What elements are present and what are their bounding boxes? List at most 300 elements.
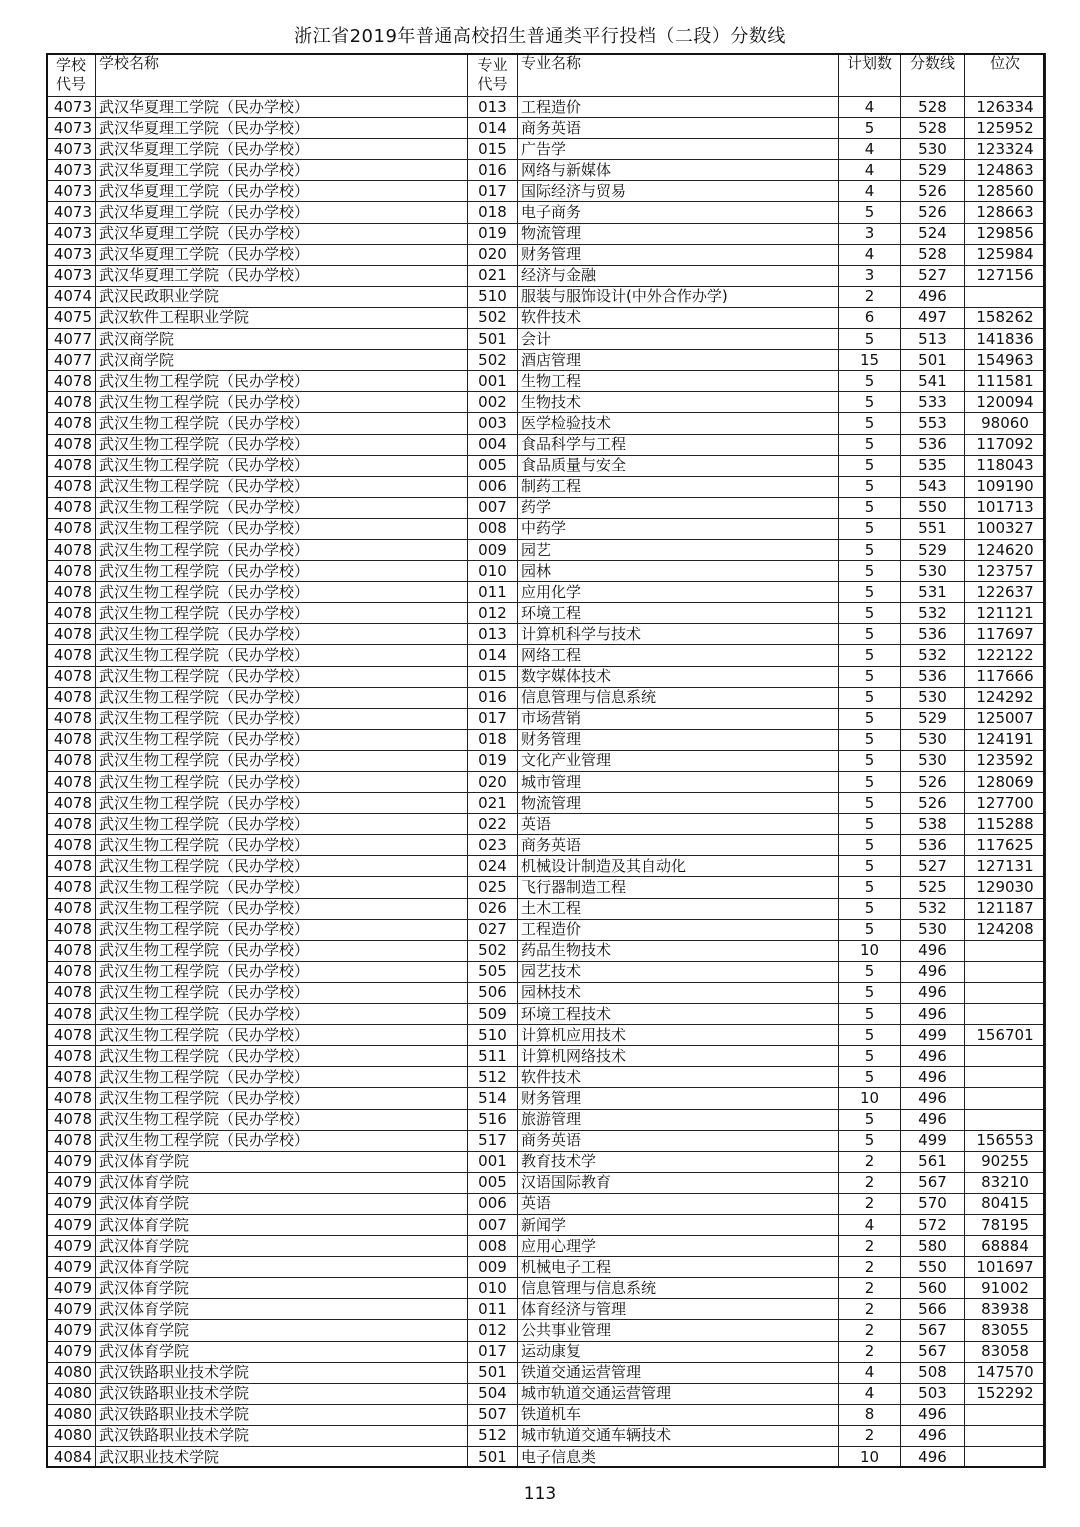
plan-count-cell: 5 — [839, 518, 901, 539]
rank-cell — [965, 1447, 1046, 1468]
rank-cell — [965, 1046, 1046, 1067]
major-name-cell: 食品科学与工程 — [518, 434, 839, 455]
major-name-cell: 电子信息类 — [518, 1447, 839, 1468]
score-line-cell: 531 — [901, 582, 965, 603]
school-code-cell: 4078 — [47, 434, 96, 455]
score-line-cell: 560 — [901, 1278, 965, 1299]
plan-count-cell: 5 — [839, 835, 901, 856]
major-code-cell: 011 — [468, 1299, 518, 1320]
score-line-cell: 572 — [901, 1214, 965, 1235]
score-line-cell: 532 — [901, 645, 965, 666]
rank-cell: 152292 — [965, 1383, 1046, 1404]
major-name-cell: 中药学 — [518, 518, 839, 539]
school-code-cell: 4078 — [47, 582, 96, 603]
score-line-cell: 532 — [901, 603, 965, 624]
rank-cell: 100327 — [965, 518, 1046, 539]
rank-cell: 125007 — [965, 708, 1046, 729]
score-line-cell: 528 — [901, 118, 965, 139]
table-row — [47, 1320, 1046, 1341]
plan-count-cell: 5 — [839, 919, 901, 940]
major-code-cell: 014 — [468, 118, 518, 139]
school-name-cell: 武汉华夏理工学院（民办学校） — [96, 202, 468, 223]
major-code-cell: 501 — [468, 329, 518, 350]
major-code-cell: 509 — [468, 1004, 518, 1025]
major-name-cell: 服装与服饰设计(中外合作办学) — [518, 286, 839, 307]
score-line-cell: 536 — [901, 666, 965, 687]
score-line-cell: 528 — [901, 244, 965, 265]
table-row — [47, 1404, 1046, 1425]
plan-count-cell: 5 — [839, 118, 901, 139]
rank-cell: 128663 — [965, 202, 1046, 223]
school-code-cell: 4078 — [47, 371, 96, 392]
major-name-cell: 商务英语 — [518, 835, 839, 856]
major-code-cell: 015 — [468, 666, 518, 687]
major-name-cell: 教育技术学 — [518, 1151, 839, 1172]
score-line-cell: 530 — [901, 919, 965, 940]
school-name-cell: 武汉生物工程学院（民办学校） — [96, 814, 468, 835]
header-major-code: 专业代号 — [468, 54, 518, 97]
table-row — [47, 624, 1046, 645]
table-row — [47, 729, 1046, 750]
plan-count-cell: 5 — [839, 1067, 901, 1088]
rank-cell: 117697 — [965, 624, 1046, 645]
school-name-cell: 武汉生物工程学院（民办学校） — [96, 708, 468, 729]
table-row — [47, 1088, 1046, 1109]
school-code-cell: 4078 — [47, 539, 96, 560]
plan-count-cell: 5 — [839, 371, 901, 392]
school-code-cell: 4078 — [47, 1109, 96, 1130]
school-code-cell: 4078 — [47, 835, 96, 856]
school-name-cell: 武汉华夏理工学院（民办学校） — [96, 97, 468, 118]
plan-count-cell: 5 — [839, 898, 901, 919]
school-name-cell: 武汉生物工程学院（民办学校） — [96, 793, 468, 814]
plan-count-cell: 5 — [839, 856, 901, 877]
score-line-cell: 543 — [901, 476, 965, 497]
score-line-cell: 496 — [901, 1067, 965, 1088]
school-code-cell: 4078 — [47, 982, 96, 1003]
school-name-cell: 武汉生物工程学院（民办学校） — [96, 1088, 468, 1109]
plan-count-cell: 5 — [839, 814, 901, 835]
plan-count-cell: 5 — [839, 1004, 901, 1025]
score-line-cell: 496 — [901, 1447, 965, 1468]
plan-count-cell: 5 — [839, 497, 901, 518]
major-code-cell: 016 — [468, 687, 518, 708]
major-name-cell: 经济与金融 — [518, 265, 839, 286]
major-name-cell: 生物技术 — [518, 392, 839, 413]
plan-count-cell: 4 — [839, 244, 901, 265]
school-code-cell: 4080 — [47, 1404, 96, 1425]
rank-cell — [965, 1088, 1046, 1109]
major-name-cell: 药品生物技术 — [518, 940, 839, 961]
score-line-cell: 524 — [901, 223, 965, 244]
score-line-cell: 526 — [901, 772, 965, 793]
major-code-cell: 021 — [468, 265, 518, 286]
major-code-cell: 012 — [468, 1320, 518, 1341]
score-line-cell: 526 — [901, 181, 965, 202]
school-code-cell: 4079 — [47, 1320, 96, 1341]
school-code-cell: 4078 — [47, 877, 96, 898]
major-name-cell: 广告学 — [518, 139, 839, 160]
table-row — [47, 940, 1046, 961]
table-row — [47, 919, 1046, 940]
score-line-cell: 553 — [901, 413, 965, 434]
school-code-cell: 4074 — [47, 286, 96, 307]
major-code-cell: 507 — [468, 1404, 518, 1425]
plan-count-cell: 5 — [839, 539, 901, 560]
major-code-cell: 501 — [468, 1447, 518, 1468]
plan-count-cell: 5 — [839, 1130, 901, 1151]
major-code-cell: 007 — [468, 497, 518, 518]
score-line-cell: 527 — [901, 856, 965, 877]
score-line-cell: 536 — [901, 835, 965, 856]
table-row — [47, 118, 1046, 139]
score-line-cell: 567 — [901, 1172, 965, 1193]
school-code-cell: 4078 — [47, 645, 96, 666]
major-name-cell: 酒店管理 — [518, 350, 839, 371]
score-line-cell: 530 — [901, 139, 965, 160]
major-name-cell: 国际经济与贸易 — [518, 181, 839, 202]
major-name-cell: 商务英语 — [518, 1130, 839, 1151]
school-code-cell: 4078 — [47, 413, 96, 434]
major-code-cell: 009 — [468, 1257, 518, 1278]
rank-cell: 98060 — [965, 413, 1046, 434]
school-name-cell: 武汉生物工程学院（民办学校） — [96, 539, 468, 560]
school-name-cell: 武汉生物工程学院（民办学校） — [96, 940, 468, 961]
school-name-cell: 武汉体育学院 — [96, 1257, 468, 1278]
table-row — [47, 1109, 1046, 1130]
table-row — [47, 603, 1046, 624]
score-line-cell: 580 — [901, 1236, 965, 1257]
plan-count-cell: 5 — [839, 729, 901, 750]
rank-cell: 129030 — [965, 877, 1046, 898]
score-line-cell: 550 — [901, 497, 965, 518]
major-name-cell: 园林技术 — [518, 982, 839, 1003]
major-code-cell: 001 — [468, 1151, 518, 1172]
table-row — [47, 666, 1046, 687]
school-code-cell: 4078 — [47, 898, 96, 919]
plan-count-cell: 10 — [839, 940, 901, 961]
school-code-cell: 4078 — [47, 940, 96, 961]
major-code-cell: 004 — [468, 434, 518, 455]
major-name-cell: 工程造价 — [518, 97, 839, 118]
table-row — [47, 1278, 1046, 1299]
major-name-cell: 飞行器制造工程 — [518, 877, 839, 898]
major-name-cell: 体育经济与管理 — [518, 1299, 839, 1320]
table-row — [47, 582, 1046, 603]
major-name-cell: 应用心理学 — [518, 1236, 839, 1257]
table-row — [47, 518, 1046, 539]
table-row — [47, 181, 1046, 202]
school-code-cell: 4080 — [47, 1425, 96, 1446]
header-major-name: 专业名称 — [518, 54, 839, 97]
school-name-cell: 武汉商学院 — [96, 350, 468, 371]
school-code-cell: 4078 — [47, 961, 96, 982]
score-line-cell: 496 — [901, 1004, 965, 1025]
plan-count-cell: 2 — [839, 1425, 901, 1446]
school-name-cell: 武汉生物工程学院（民办学校） — [96, 919, 468, 940]
header-score: 分数线 — [901, 54, 965, 97]
major-code-cell: 517 — [468, 1130, 518, 1151]
rank-cell: 117666 — [965, 666, 1046, 687]
rank-cell: 68884 — [965, 1236, 1046, 1257]
school-name-cell: 武汉软件工程职业学院 — [96, 307, 468, 328]
major-code-cell: 013 — [468, 97, 518, 118]
major-name-cell: 制药工程 — [518, 476, 839, 497]
score-line-cell: 496 — [901, 1046, 965, 1067]
school-code-cell: 4078 — [47, 814, 96, 835]
rank-cell: 125984 — [965, 244, 1046, 265]
rank-cell: 147570 — [965, 1362, 1046, 1383]
table-row — [47, 392, 1046, 413]
table-row — [47, 1193, 1046, 1214]
score-line-cell: 526 — [901, 202, 965, 223]
school-name-cell: 武汉生物工程学院（民办学校） — [96, 455, 468, 476]
score-line-cell: 570 — [901, 1193, 965, 1214]
major-name-cell: 环境工程技术 — [518, 1004, 839, 1025]
page-number: 113 — [523, 1484, 557, 1504]
school-code-cell: 4073 — [47, 139, 96, 160]
plan-count-cell: 8 — [839, 1404, 901, 1425]
school-code-cell: 4079 — [47, 1299, 96, 1320]
score-line-cell: 525 — [901, 877, 965, 898]
score-line-cell: 530 — [901, 729, 965, 750]
major-name-cell: 园艺技术 — [518, 961, 839, 982]
major-name-cell: 电子商务 — [518, 202, 839, 223]
major-code-cell: 008 — [468, 1236, 518, 1257]
school-code-cell: 4075 — [47, 307, 96, 328]
plan-count-cell: 5 — [839, 982, 901, 1003]
major-name-cell: 城市轨道交通运营管理 — [518, 1383, 839, 1404]
school-name-cell: 武汉生物工程学院（民办学校） — [96, 413, 468, 434]
rank-cell: 158262 — [965, 307, 1046, 328]
major-name-cell: 计算机网络技术 — [518, 1046, 839, 1067]
major-name-cell: 物流管理 — [518, 793, 839, 814]
table-row — [47, 1447, 1046, 1468]
school-name-cell: 武汉华夏理工学院（民办学校） — [96, 139, 468, 160]
score-line-cell: 535 — [901, 455, 965, 476]
major-name-cell: 物流管理 — [518, 223, 839, 244]
table-header-row — [47, 54, 1046, 97]
table-row — [47, 1004, 1046, 1025]
school-name-cell: 武汉华夏理工学院（民办学校） — [96, 160, 468, 181]
major-code-cell: 025 — [468, 877, 518, 898]
school-name-cell: 武汉生物工程学院（民办学校） — [96, 729, 468, 750]
header-rank: 位次 — [965, 54, 1046, 97]
major-name-cell: 网络与新媒体 — [518, 160, 839, 181]
school-name-cell: 武汉铁路职业技术学院 — [96, 1425, 468, 1446]
school-code-cell: 4078 — [47, 624, 96, 645]
plan-count-cell: 5 — [839, 1025, 901, 1046]
plan-count-cell: 2 — [839, 1341, 901, 1362]
school-code-cell: 4078 — [47, 455, 96, 476]
rank-cell: 126334 — [965, 97, 1046, 118]
school-code-cell: 4078 — [47, 750, 96, 771]
major-name-cell: 城市轨道交通车辆技术 — [518, 1425, 839, 1446]
plan-count-cell: 2 — [839, 1236, 901, 1257]
rank-cell: 128069 — [965, 772, 1046, 793]
plan-count-cell: 5 — [839, 750, 901, 771]
major-name-cell: 铁道交通运营管理 — [518, 1362, 839, 1383]
score-line-cell: 497 — [901, 307, 965, 328]
major-name-cell: 软件技术 — [518, 1067, 839, 1088]
school-name-cell: 武汉体育学院 — [96, 1151, 468, 1172]
page-title: 浙江省2019年普通高校招生普通类平行投档（二段）分数线 — [294, 26, 786, 47]
major-code-cell: 506 — [468, 982, 518, 1003]
school-code-cell: 4079 — [47, 1172, 96, 1193]
major-code-cell: 024 — [468, 856, 518, 877]
major-code-cell: 007 — [468, 1214, 518, 1235]
school-name-cell: 武汉华夏理工学院（民办学校） — [96, 244, 468, 265]
table-row — [47, 97, 1046, 118]
rank-cell: 127156 — [965, 265, 1046, 286]
score-line-cell: 503 — [901, 1383, 965, 1404]
major-code-cell: 006 — [468, 1193, 518, 1214]
table-row — [47, 645, 1046, 666]
school-code-cell: 4078 — [47, 772, 96, 793]
rank-cell: 123592 — [965, 750, 1046, 771]
major-name-cell: 园艺 — [518, 539, 839, 560]
table-row — [47, 413, 1046, 434]
school-name-cell: 武汉华夏理工学院（民办学校） — [96, 181, 468, 202]
major-code-cell: 015 — [468, 139, 518, 160]
school-name-cell: 武汉生物工程学院（民办学校） — [96, 582, 468, 603]
score-line-cell: 561 — [901, 1151, 965, 1172]
major-name-cell: 汉语国际教育 — [518, 1172, 839, 1193]
plan-count-cell: 2 — [839, 1278, 901, 1299]
major-code-cell: 018 — [468, 729, 518, 750]
table-row — [47, 750, 1046, 771]
plan-count-cell: 5 — [839, 708, 901, 729]
score-line-cell: 551 — [901, 518, 965, 539]
school-name-cell: 武汉铁路职业技术学院 — [96, 1383, 468, 1404]
school-code-cell: 4078 — [47, 729, 96, 750]
rank-cell: 123757 — [965, 561, 1046, 582]
major-name-cell: 数字媒体技术 — [518, 666, 839, 687]
score-line-cell: 496 — [901, 1404, 965, 1425]
school-code-cell: 4078 — [47, 603, 96, 624]
major-name-cell: 铁道机车 — [518, 1404, 839, 1425]
score-line-cell: 496 — [901, 940, 965, 961]
score-line-cell: 530 — [901, 561, 965, 582]
plan-count-cell: 2 — [839, 1193, 901, 1214]
school-name-cell: 武汉生物工程学院（民办学校） — [96, 1025, 468, 1046]
school-name-cell: 武汉体育学院 — [96, 1278, 468, 1299]
score-line-cell: 496 — [901, 1425, 965, 1446]
major-code-cell: 019 — [468, 750, 518, 771]
major-code-cell: 502 — [468, 350, 518, 371]
major-code-cell: 027 — [468, 919, 518, 940]
school-code-cell: 4078 — [47, 1004, 96, 1025]
table-row — [47, 1046, 1046, 1067]
school-code-cell: 4073 — [47, 265, 96, 286]
score-line-cell: 499 — [901, 1025, 965, 1046]
plan-count-cell: 5 — [839, 202, 901, 223]
rank-cell: 91002 — [965, 1278, 1046, 1299]
plan-count-cell: 2 — [839, 286, 901, 307]
plan-count-cell: 5 — [839, 434, 901, 455]
school-code-cell: 4078 — [47, 518, 96, 539]
school-code-cell: 4078 — [47, 497, 96, 518]
school-code-cell: 4078 — [47, 856, 96, 877]
school-name-cell: 武汉商学院 — [96, 329, 468, 350]
major-code-cell: 017 — [468, 1341, 518, 1362]
table-row — [47, 1257, 1046, 1278]
score-line-cell: 550 — [901, 1257, 965, 1278]
rank-cell — [965, 1404, 1046, 1425]
plan-count-cell: 5 — [839, 582, 901, 603]
table-row — [47, 1151, 1046, 1172]
table-row — [47, 286, 1046, 307]
table-row — [47, 561, 1046, 582]
plan-count-cell: 5 — [839, 413, 901, 434]
table-row — [47, 856, 1046, 877]
plan-count-cell: 2 — [839, 1257, 901, 1278]
school-name-cell: 武汉体育学院 — [96, 1214, 468, 1235]
major-code-cell: 502 — [468, 940, 518, 961]
school-name-cell: 武汉生物工程学院（民办学校） — [96, 772, 468, 793]
school-name-cell: 武汉生物工程学院（民办学校） — [96, 898, 468, 919]
table-row — [47, 687, 1046, 708]
major-code-cell: 510 — [468, 286, 518, 307]
table-row — [47, 1025, 1046, 1046]
score-line-cell: 530 — [901, 750, 965, 771]
rank-cell: 83058 — [965, 1341, 1046, 1362]
school-name-cell: 武汉生物工程学院（民办学校） — [96, 1109, 468, 1130]
table-row — [47, 898, 1046, 919]
rank-cell: 141836 — [965, 329, 1046, 350]
school-name-cell: 武汉华夏理工学院（民办学校） — [96, 118, 468, 139]
school-code-cell: 4073 — [47, 244, 96, 265]
table-row — [47, 814, 1046, 835]
school-code-cell: 4078 — [47, 1025, 96, 1046]
rank-cell: 78195 — [965, 1214, 1046, 1235]
rank-cell: 101697 — [965, 1257, 1046, 1278]
table-row — [47, 1425, 1046, 1446]
major-name-cell: 计算机科学与技术 — [518, 624, 839, 645]
rank-cell: 156701 — [965, 1025, 1046, 1046]
rank-cell: 128560 — [965, 181, 1046, 202]
table-row — [47, 1362, 1046, 1383]
school-code-cell: 4073 — [47, 97, 96, 118]
school-code-cell: 4077 — [47, 329, 96, 350]
school-code-cell: 4073 — [47, 202, 96, 223]
score-line-cell: 526 — [901, 793, 965, 814]
school-name-cell: 武汉生物工程学院（民办学校） — [96, 645, 468, 666]
plan-count-cell: 5 — [839, 772, 901, 793]
school-name-cell: 武汉生物工程学院（民办学校） — [96, 982, 468, 1003]
major-code-cell: 512 — [468, 1425, 518, 1446]
plan-count-cell: 4 — [839, 139, 901, 160]
table-row — [47, 1341, 1046, 1362]
school-name-cell: 武汉生物工程学院（民办学校） — [96, 835, 468, 856]
major-code-cell: 013 — [468, 624, 518, 645]
major-code-cell: 019 — [468, 223, 518, 244]
rank-cell: 109190 — [965, 476, 1046, 497]
score-line-cell: 527 — [901, 265, 965, 286]
table-row — [47, 1383, 1046, 1404]
rank-cell: 117625 — [965, 835, 1046, 856]
score-line-cell: 533 — [901, 392, 965, 413]
plan-count-cell: 5 — [839, 961, 901, 982]
major-code-cell: 511 — [468, 1046, 518, 1067]
school-name-cell: 武汉华夏理工学院（民办学校） — [96, 223, 468, 244]
rank-cell: 111581 — [965, 371, 1046, 392]
major-code-cell: 011 — [468, 582, 518, 603]
rank-cell: 127131 — [965, 856, 1046, 877]
school-code-cell: 4073 — [47, 223, 96, 244]
major-code-cell: 010 — [468, 561, 518, 582]
major-name-cell: 环境工程 — [518, 603, 839, 624]
